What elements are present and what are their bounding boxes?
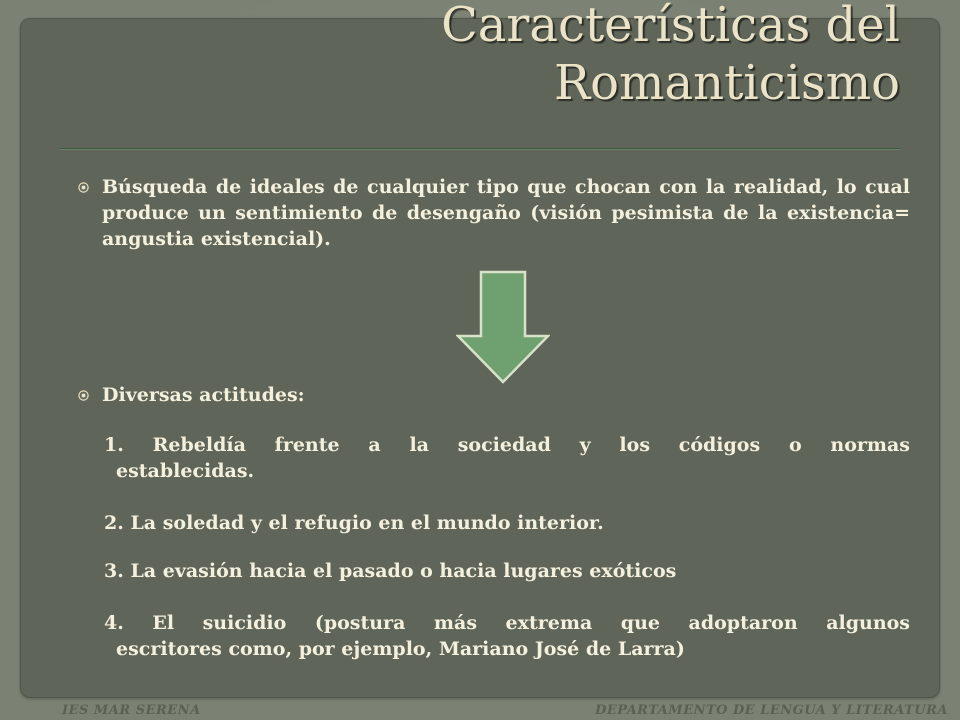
list-item-suicide [104,610,910,662]
circled-dot-bullet-icon [78,182,89,193]
circled-dot-bullet-icon [78,390,89,401]
list-item-solitude [104,510,910,536]
list-item-line: 2. La soledad y el refugio en el mundo interior. [104,512,604,534]
title-divider [60,148,900,149]
list-item-line: 4. El suicidio (postura más extrema que adoptaron algunos [104,612,910,634]
bullet-item-ideals [78,174,910,252]
list-item-line: establecidas. [116,460,255,482]
title-line-1: Características del [441,0,900,53]
footer-department: DEPARTAMENTO DE LENGUA Y LITERATURA [595,703,948,718]
title-line-2: Romanticismo [553,55,900,111]
list-item-rebellion [104,432,910,484]
list-item-evasion [104,558,910,584]
list-item-line: 1. Rebeldía frente a la sociedad y los códigos o normas [104,434,910,456]
slide-title [441,0,900,112]
list-item-line: escritores como, por ejemplo, Mariano José de Larra) [116,638,685,660]
bullet-item-attitudes [78,382,910,408]
footer-school: IES MAR SERENA [62,703,201,718]
list-item-line: 3. La evasión hacia el pasado o hacia lugares exóticos [104,560,677,582]
bullet-text: Búsqueda de ideales de cualquier tipo que chocan con la realidad, lo cual produce un sentimiento de desengaño (visión pesimista de la existencia= angustia existencial). [102,176,910,250]
down-arrow-icon [456,270,550,384]
bullet-text: Diversas actitudes: [102,384,305,406]
